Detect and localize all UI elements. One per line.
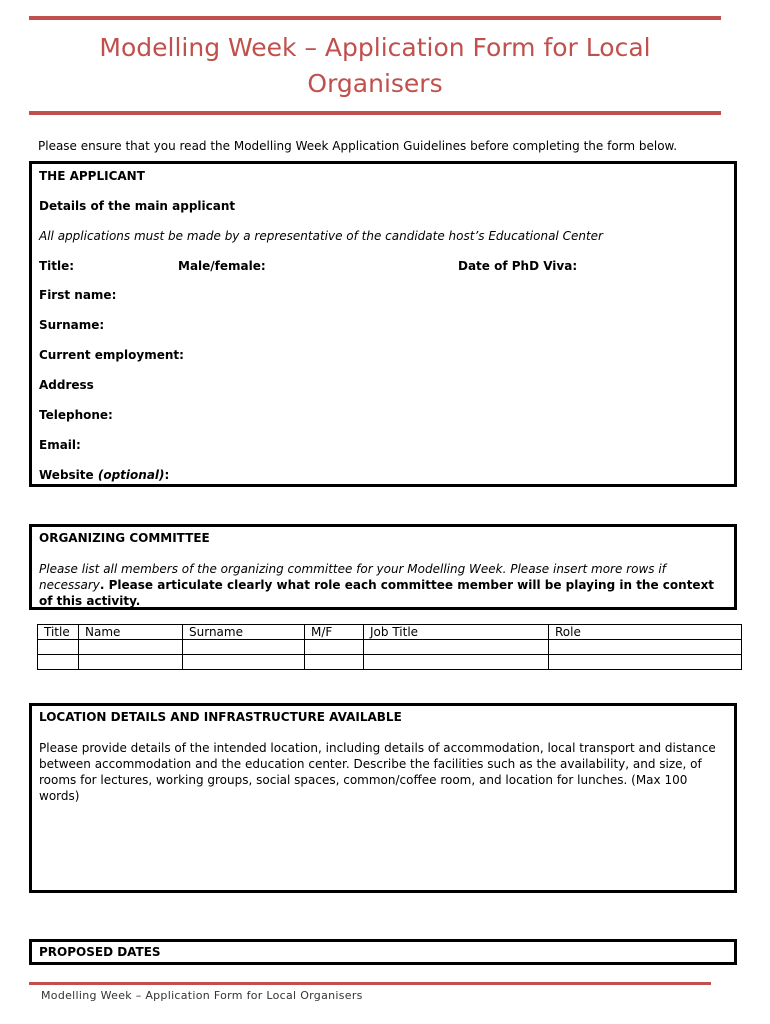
- location-text: Please provide details of the intended location, including details of accommodation, local transport and distance between accommodation and the education center. Describe the facilities such as the availability, and size, of rooms for lectures, working groups, social spaces, common/coffee room, and location for lunches. (Max 100 words): [39, 741, 716, 803]
- table-row: [38, 640, 742, 655]
- table-cell[interactable]: [364, 640, 549, 655]
- table-header-row: [38, 625, 742, 640]
- table-cell[interactable]: [38, 655, 79, 670]
- phd-viva-label: Date of PhD Viva:: [458, 259, 578, 273]
- column-header: Role: [549, 625, 742, 640]
- table-cell[interactable]: [183, 655, 305, 670]
- applicant-section: [29, 161, 737, 487]
- location-section: [29, 703, 737, 893]
- committee-note-bold: . Please articulate clearly what role each committee member will be playing in the context of this activity.: [39, 578, 715, 608]
- table-cell[interactable]: [38, 640, 79, 655]
- address-label: Address: [39, 378, 94, 392]
- table-cell[interactable]: [549, 655, 742, 670]
- employment-label: Current employment:: [39, 348, 184, 362]
- table-row: [38, 655, 742, 670]
- column-header: M/F: [305, 625, 364, 640]
- footer-rule: [29, 982, 711, 985]
- table-cell[interactable]: [305, 640, 364, 655]
- committee-heading: ORGANIZING COMMITTEE: [39, 531, 210, 545]
- surname-label: Surname:: [39, 318, 105, 332]
- intro-text: Please ensure that you read the Modelling Week Application Guidelines before completing the form below.: [38, 139, 678, 153]
- page-title: [29, 30, 721, 102]
- table-cell[interactable]: [549, 640, 742, 655]
- page-title-line-2: Organisers: [307, 69, 443, 98]
- table-cell[interactable]: [364, 655, 549, 670]
- gender-label: Male/female:: [178, 259, 266, 273]
- applicant-subheading: Details of the main applicant: [39, 199, 236, 213]
- table-cell[interactable]: [183, 640, 305, 655]
- telephone-label: Telephone:: [39, 408, 113, 422]
- committee-note: [39, 561, 726, 609]
- page-title-line-1: Modelling Week – Application Form for Local: [99, 33, 651, 62]
- table-cell[interactable]: [79, 655, 183, 670]
- dates-heading: PROPOSED DATES: [39, 945, 161, 959]
- website-label: [39, 468, 169, 482]
- column-header: Job Title: [364, 625, 549, 640]
- committee-note-italic: Please list all members of the organizing committee for your Modelling Week. Please insert more rows if necessary: [39, 562, 666, 592]
- applicant-heading: THE APPLICANT: [39, 169, 145, 183]
- website-label-text: Website: [39, 468, 98, 482]
- committee-table: [37, 624, 742, 670]
- header-top-rule: [29, 16, 721, 20]
- location-heading: LOCATION DETAILS AND INFRASTRUCTURE AVAILABLE: [39, 710, 402, 724]
- table-cell[interactable]: [79, 640, 183, 655]
- applicant-note: All applications must be made by a representative of the candidate host’s Educational Center: [39, 229, 603, 243]
- footer-text: Modelling Week – Application Form for Local Organisers: [41, 989, 363, 1002]
- title-label: Title:: [39, 259, 75, 273]
- email-label: Email:: [39, 438, 81, 452]
- column-header: Title: [38, 625, 79, 640]
- table-cell[interactable]: [305, 655, 364, 670]
- dates-section: [29, 939, 737, 965]
- first-name-label: First name:: [39, 288, 117, 302]
- website-optional: (optional): [97, 468, 165, 482]
- website-colon: :: [164, 468, 170, 482]
- column-header: Surname: [183, 625, 305, 640]
- column-header: Name: [79, 625, 183, 640]
- header-bottom-rule: [29, 111, 721, 115]
- committee-section: [29, 524, 737, 610]
